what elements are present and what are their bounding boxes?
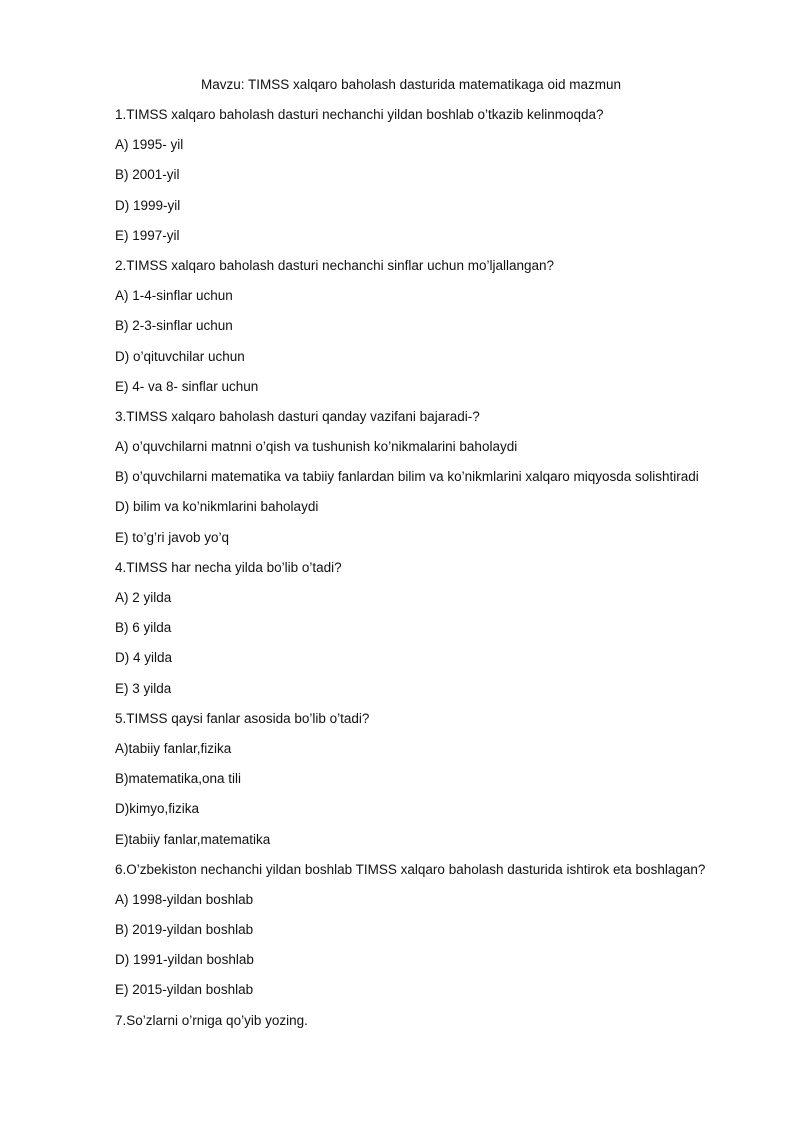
question-text: 5.TIMSS qaysi fanlar asosida bo’lib o’tadi? bbox=[115, 710, 370, 726]
answer-option: D) 1991-yildan boshlab bbox=[115, 952, 254, 968]
answer-option: D)kimyo,fizika bbox=[115, 801, 200, 817]
answer-option: E) to’g’ri javob yo’q bbox=[115, 529, 230, 545]
answer-option: B) 2-3-sinflar uchun bbox=[115, 318, 233, 334]
answer-option: D) o’qituvchilar uchun bbox=[115, 348, 245, 364]
question-text: 4.TIMSS har necha yilda bo’lib o’tadi? bbox=[115, 559, 342, 575]
answer-option: A) 1995- yil bbox=[115, 137, 184, 153]
answer-option: A) 1998-yildan boshlab bbox=[115, 891, 254, 907]
question-text: 1.TIMSS xalqaro baholash dasturi nechanchi yildan boshlab o’tkazib kelinmoqda? bbox=[115, 107, 604, 122]
answer-option: B)matematika,ona tili bbox=[115, 771, 242, 787]
answer-option: D) 1999-yil bbox=[115, 197, 181, 213]
answer-option: E) 4- va 8- sinflar uchun bbox=[115, 378, 259, 394]
document-title: Mavzu: TIMSS xalqaro baholash dasturida matematikaga oid mazmun bbox=[201, 77, 621, 92]
answer-option: A) 2 yilda bbox=[115, 590, 172, 605]
question-text: 3.TIMSS xalqaro baholash dasturi qanday vazifani bajaradi-? bbox=[115, 408, 480, 424]
answer-option: B) 2001-yil bbox=[115, 167, 180, 183]
answer-option: D) bilim va ko’nikmlarini baholaydi bbox=[115, 499, 319, 515]
answer-option: E) 1997-yil bbox=[115, 227, 180, 243]
answer-option: B) 6 yilda bbox=[115, 620, 172, 636]
answer-option: B) o’quvchilarni matematika va tabiiy fanlardan bilim va ko’nikmlarini xalqaro miqyosda solishtiradi bbox=[115, 469, 699, 485]
question-text: 6.O’zbekiston nechanchi yildan boshlab TIMSS xalqaro baholash dasturida ishtirok eta boshlagan? bbox=[115, 861, 706, 877]
question-text: 2.TIMSS xalqaro baholash dasturi nechanchi sinflar uchun mo’ljallangan? bbox=[115, 257, 555, 273]
answer-option: D) 4 yilda bbox=[115, 650, 173, 666]
answer-option: B) 2019-yildan boshlab bbox=[115, 922, 254, 938]
answer-option: E) 2015-yildan boshlab bbox=[115, 982, 254, 998]
answer-option: E) 3 yilda bbox=[115, 680, 172, 696]
answer-option: A) 1-4-sinflar uchun bbox=[115, 288, 233, 304]
answer-option: A) o’quvchilarni matnni o’qish va tushunish ko’nikmalarini baholaydi bbox=[115, 439, 518, 455]
question-list bbox=[115, 106, 780, 1042]
answer-option: A)tabiiy fanlar,fizika bbox=[115, 740, 232, 756]
question-text: 7.So’zlarni o’rniga qo’yib yozing. bbox=[115, 1012, 308, 1028]
answer-option: E)tabiiy fanlar,matematika bbox=[115, 831, 271, 847]
